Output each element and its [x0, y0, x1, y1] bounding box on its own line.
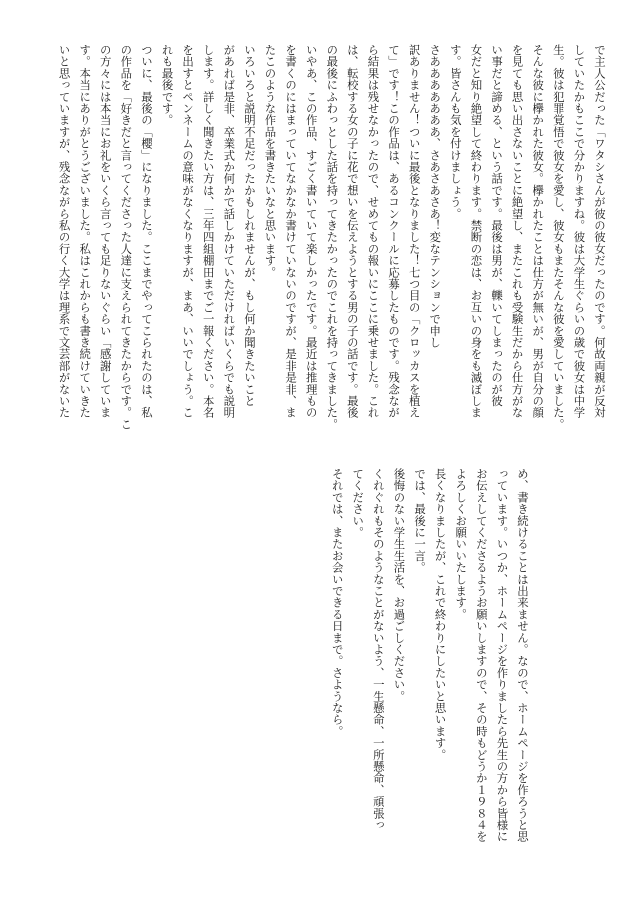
text-column: 訳ありません！ついに最後となりました！七つ目の「クロッカスを植え [407, 44, 422, 419]
text-column: を出すとペンネームの意味がなくなりますが、まあ、いいでしょう。こ [181, 44, 196, 419]
text-column: 長くなりましたが、これで終わりにしたいと思います。 [433, 468, 448, 761]
text-column: てください。 [351, 468, 366, 539]
text-column: い事だと諦める、という話です。最後は男が、轢いてしまったのが彼 [490, 44, 505, 407]
text-column: していたかもここで分かりますね。彼は大学生ぐらいの歳で彼女は中学 [572, 44, 587, 419]
text-column: で主人公だった「ワタシさんが彼の彼女だったのです。何故両親が反対 [593, 44, 607, 419]
text-column: お伝えしてくださるようお願いしますので、その時もどうか１９８４を [474, 468, 489, 843]
text-column: っています。いつか、ホームページを作りましたら先生の方から皆様に [495, 468, 510, 843]
text-column: を見ても思い出さないことに絶望し、またこれも受験生だから仕方がな [510, 44, 525, 419]
text-column: ら結果は残せなかったので、せめてもの報いにここに乗せました。これ [366, 44, 381, 419]
text-column: さあああああああ、さあさあさあ！変なテンションで申し [428, 44, 443, 349]
text-column: それでは、またお会いできる日まで。さようなら。 [330, 468, 345, 738]
text-column: て」です！この作品は、あるコンクールに応募したものです。残念なが [387, 44, 402, 419]
essay-text-top [54, 44, 610, 432]
text-column: の方々には本当にお礼をいくら言っても足りないぐらい「感謝していま [98, 44, 113, 419]
text-column: そんな彼に欅かれた彼女。欅かれたことは仕方が無いが、男が自分の顔 [531, 44, 546, 419]
text-column: す。本当にありがとうございました。私はこれからも書き続けていきた [78, 44, 93, 419]
text-column: は、転校する女の子に花で想いを伝えようとする男の子の話です。最後 [345, 44, 360, 419]
text-column: め、書き続けることは出来ません。なので、ホームページを作ろうと思 [516, 468, 530, 843]
text-column: の最後にふわっとした話を持ってきたかったのでこれを持ってきました。 [325, 44, 340, 431]
text-column: 生。彼は犯罪覚悟で彼女を愛し、彼女もまたそんな彼を愛していました。 [551, 44, 566, 431]
text-column: の作品を「好きだと言ってくださった人達に支えられてきたからです。こ [119, 44, 134, 431]
text-column: いろいろと説明不足だったかもしれませんが、もし何か聞きたいこと [242, 44, 257, 407]
text-column: いと思っていますが、残念ながら私の行く大学は理系で文芸部がないた [57, 44, 72, 419]
text-column: では、最後に一言。 [413, 468, 428, 574]
text-column: くれぐれもそのようなことがないよう、一生懸命、一所懸命、頑張っ [371, 468, 386, 831]
text-column: を書くのにはまっていてなかなか書けていないのですが、是非是非、ま [284, 44, 299, 419]
text-column: があれば是非、卒業式か何かで話しかけていただければいくらでも説明 [222, 44, 237, 419]
text-column: たこのような作品を書きたいなと思います。 [263, 44, 278, 278]
text-column: よろしくお願いいたします。 [454, 468, 469, 621]
text-column: 後悔のない学生生活を、お過ごしください。 [392, 468, 407, 702]
text-column: いやあ、この作品、すごく書いていて楽しかったです。最近は推理もの [304, 44, 319, 419]
text-column: ついに、最後の「櫻」になりました。ここまでやってこられたのは、私 [139, 44, 154, 419]
text-column: れも最後です。 [160, 44, 175, 126]
text-column: します。詳しく聞きたい方は、三年四組棚田までご一報ください。本名 [201, 44, 216, 419]
essay-text-bottom [327, 468, 533, 860]
text-column: 女だと知り絶望して終わります。禁断の恋は、お互いの身をも滅ぼしま [469, 44, 484, 419]
text-column: す。皆さんも気を付けましょう。 [448, 44, 463, 220]
